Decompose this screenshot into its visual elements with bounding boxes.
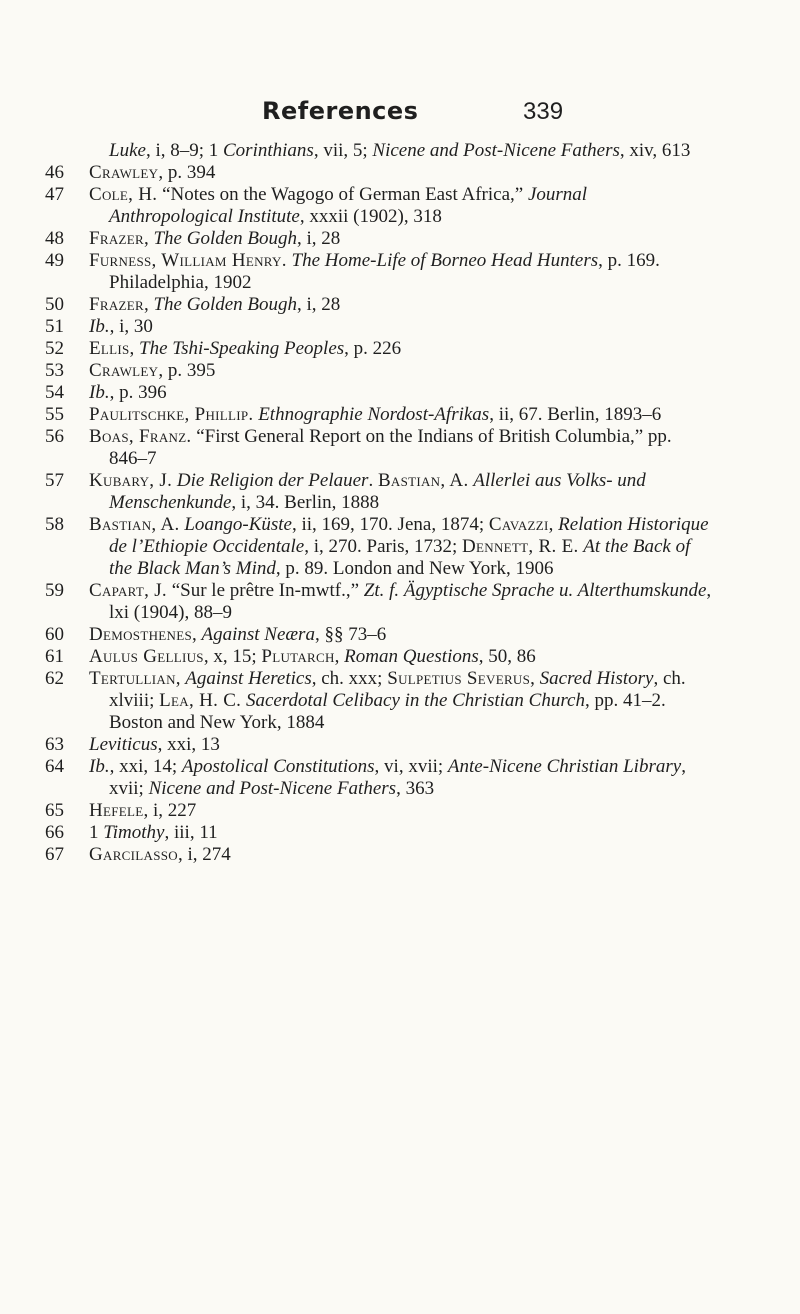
reference-entry: [0, 844, 800, 866]
reference-number: 55: [45, 404, 64, 425]
reference-entry: [0, 514, 800, 580]
running-head: [0, 97, 800, 137]
reference-text: Frazer, The Golden Bough, i, 28: [89, 294, 341, 315]
reference-text: Tertullian, Against Heretics, ch. xxx; Sulpetius Severus, Sacred History, ch. xlviii; Lea, H. C. Sacerdotal Celibacy in the Christian Church, pp. 41–2. Boston and New York, 1884: [89, 668, 686, 733]
reference-number: 49: [45, 250, 64, 271]
reference-entry: [0, 646, 800, 668]
reference-number: 67: [45, 844, 64, 865]
reference-text: Ib., p. 396: [89, 382, 167, 403]
reference-text: Capart, J. “Sur le prêtre In-mwtf.,” Zt. f. Ägyptische Sprache u. Alterthumskunde, lxi (1904), 88–9: [89, 580, 712, 623]
reference-number: 64: [45, 756, 64, 777]
reference-entry: [0, 800, 800, 822]
reference-entry: [0, 404, 800, 426]
reference-entry: [0, 162, 800, 184]
reference-text: Kubary, J. Die Religion der Pelauer. Bastian, A. Allerlei aus Volks- und Menschenkunde, i, 34. Berlin, 1888: [89, 470, 646, 513]
reference-text: Bastian, A. Loango-Küste, ii, 169, 170. Jena, 1874; Cavazzi, Relation Historique de l’Ethiopie Occidentale, i, 270. Paris, 1732; Dennett, R. E. At the Back of the Black Man’s Mind, p. 89. London and New York, 1906: [89, 514, 709, 579]
reference-text: Boas, Franz. “First General Report on the Indians of British Columbia,” pp. 846–7: [89, 426, 672, 469]
reference-number: 46: [45, 162, 64, 183]
reference-text: Crawley, p. 394: [89, 162, 216, 183]
reference-text: Garcilasso, i, 274: [89, 844, 231, 865]
reference-entry: [0, 228, 800, 250]
reference-number: 47: [45, 184, 64, 205]
reference-text: Ib., xxi, 14; Apostolical Constitutions, vi, xvii; Ante-Nicene Christian Library, xvii; Nicene and Post-Nicene Fathers, 363: [89, 756, 686, 799]
reference-entry: [0, 382, 800, 404]
reference-entry: [0, 580, 800, 624]
reference-entry: [0, 624, 800, 646]
reference-number: 50: [45, 294, 64, 315]
reference-text: Furness, William Henry. The Home-Life of Borneo Head Hunters, p. 169. Philadelphia, 1902: [89, 250, 660, 293]
reference-number: 54: [45, 382, 64, 403]
reference-number: 61: [45, 646, 64, 667]
reference-entry: [0, 426, 800, 470]
reference-text: 1 Timothy, iii, 11: [89, 822, 218, 843]
reference-entry: [0, 250, 800, 294]
reference-number: 65: [45, 800, 64, 821]
reference-entry: [0, 316, 800, 338]
reference-text: Paulitschke, Phillip. Ethnographie Nordost-Afrikas, ii, 67. Berlin, 1893–6: [89, 404, 662, 425]
reference-entry: [0, 294, 800, 316]
reference-number: 63: [45, 734, 64, 755]
reference-number: 57: [45, 470, 64, 491]
reference-text: Cole, H. “Notes on the Wagogo of German East Africa,” Journal Anthropological Institute, xxxii (1902), 318: [89, 184, 588, 227]
reference-number: 66: [45, 822, 64, 843]
page-number: 339: [523, 98, 564, 125]
reference-entry: [0, 360, 800, 382]
reference-entry: [0, 184, 800, 228]
reference-text: Luke, i, 8–9; 1 Corinthians, vii, 5; Nicene and Post-Nicene Fathers, xiv, 613: [109, 140, 691, 161]
reference-entry: [0, 470, 800, 514]
reference-number: 62: [45, 668, 64, 689]
reference-number: 56: [45, 426, 64, 447]
reference-entry: [0, 822, 800, 844]
reference-entry: [0, 756, 800, 800]
reference-entry: [0, 734, 800, 756]
reference-text: Hefele, i, 227: [89, 800, 197, 821]
reference-number: 59: [45, 580, 64, 601]
reference-list: [0, 140, 800, 866]
reference-text: Ib., i, 30: [89, 316, 153, 337]
reference-text: Ellis, The Tshi-Speaking Peoples, p. 226: [89, 338, 402, 359]
reference-text: Leviticus, xxi, 13: [89, 734, 220, 755]
reference-number: 52: [45, 338, 64, 359]
reference-text: Demosthenes, Against Neæra, §§ 73–6: [89, 624, 387, 645]
reference-entry: [0, 140, 800, 162]
reference-number: 48: [45, 228, 64, 249]
reference-number: 60: [45, 624, 64, 645]
reference-text: Aulus Gellius, x, 15; Plutarch, Roman Questions, 50, 86: [89, 646, 536, 667]
reference-entry: [0, 668, 800, 734]
reference-number: 51: [45, 316, 64, 337]
reference-text: Crawley, p. 395: [89, 360, 216, 381]
reference-number: 53: [45, 360, 64, 381]
reference-number: 58: [45, 514, 64, 535]
reference-entry: [0, 338, 800, 360]
page-title: References: [262, 97, 419, 125]
reference-text: Frazer, The Golden Bough, i, 28: [89, 228, 341, 249]
